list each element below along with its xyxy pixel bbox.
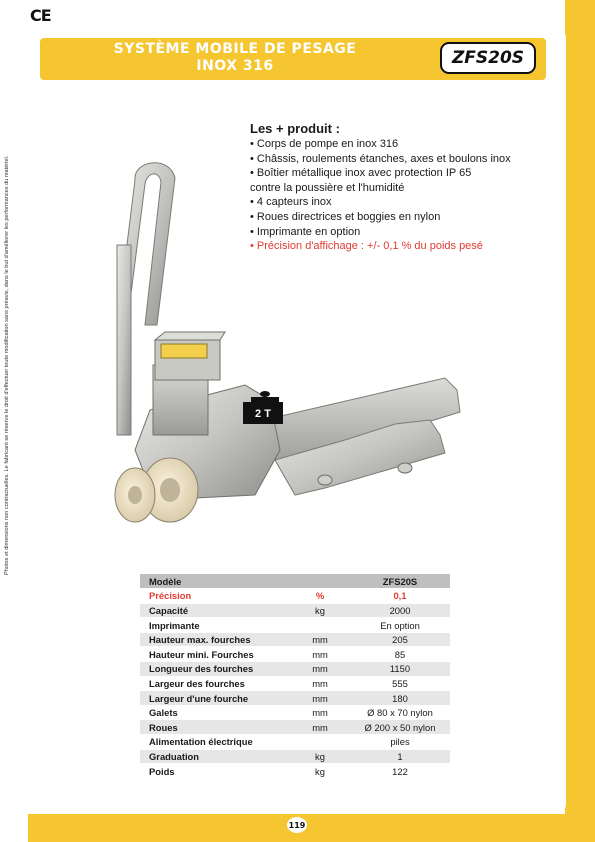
feature-item: • Châssis, roulements étanches, axes et boulons inox <box>250 152 511 165</box>
spec-unit: mm <box>290 720 350 735</box>
spec-value: 1150 <box>350 662 450 677</box>
spec-unit: mm <box>290 632 350 647</box>
spec-unit <box>290 735 350 750</box>
spec-unit: mm <box>290 676 350 691</box>
spec-value: 85 <box>350 647 450 662</box>
spec-unit: mm <box>290 705 350 720</box>
spec-label: Alimentation électrique <box>140 735 290 750</box>
spec-value: Ø 200 x 50 nylon <box>350 720 450 735</box>
spec-label: Galets <box>140 705 290 720</box>
spec-value: En option <box>350 618 450 633</box>
spec-unit: mm <box>290 662 350 677</box>
spec-value: Ø 80 x 70 nylon <box>350 705 450 720</box>
table-row <box>140 632 450 647</box>
spec-label: Largeur des fourches <box>140 676 290 691</box>
spec-value: 205 <box>350 632 450 647</box>
right-yellow-band <box>565 0 595 842</box>
spec-label: Roues <box>140 720 290 735</box>
spec-label: Imprimante <box>140 618 290 633</box>
table-row <box>140 735 450 750</box>
table-row <box>140 647 450 662</box>
feature-item: • Roues directrices et boggies en nylon <box>250 210 441 223</box>
model-code-badge: ZFS20S <box>440 42 536 74</box>
spec-label: Hauteur mini. Fourches <box>140 647 290 662</box>
ce-mark-logo: CE <box>30 6 51 25</box>
spec-table <box>140 574 450 779</box>
page-number: 119 <box>287 817 307 833</box>
spec-label: Modèle <box>140 574 290 589</box>
spec-label: Largeur d'une fourche <box>140 691 290 706</box>
feature-item-precision: • Précision d'affichage : +/- 0,1 % du poids pesé <box>250 240 483 253</box>
feature-item: • Boîtier métallique inox avec protection IP 65 <box>250 167 472 180</box>
side-disclaimer: Photos et dimensions non contractuelles. Le fabricant se réserve le droit d'effectuer toute modification sans préavis, dans le but d'améliorer les performances du matériel. <box>4 155 10 575</box>
title-line-2: INOX 316 <box>196 58 274 74</box>
page-title <box>40 41 430 75</box>
feature-item: • Corps de pompe en inox 316 <box>250 138 399 150</box>
feature-item: • 4 capteurs inox <box>250 196 332 209</box>
spec-value: 0,1 <box>350 589 450 604</box>
spec-table-header <box>140 574 450 589</box>
spec-value: ZFS20S <box>350 574 450 589</box>
title-line-1: SYSTÈME MOBILE DE PESAGE <box>113 41 357 57</box>
pallet-truck-image <box>95 150 475 550</box>
spec-label: Poids <box>140 764 290 779</box>
features-heading: Les + produit : <box>250 121 340 136</box>
spec-value: 555 <box>350 676 450 691</box>
spec-value: 1 <box>350 749 450 764</box>
table-row <box>140 676 450 691</box>
spec-label: Hauteur max. fourches <box>140 632 290 647</box>
table-row <box>140 691 450 706</box>
spec-label: Longueur des fourches <box>140 662 290 677</box>
spec-unit <box>290 574 350 589</box>
table-row <box>140 720 450 735</box>
spec-value: 122 <box>350 764 450 779</box>
spec-unit: kg <box>290 749 350 764</box>
spec-value: 2000 <box>350 603 450 618</box>
table-row <box>140 705 450 720</box>
table-row <box>140 618 450 633</box>
spec-row-precision <box>140 589 450 604</box>
table-row <box>140 764 450 779</box>
feature-item: • Imprimante en option <box>250 225 361 238</box>
spec-value: 180 <box>350 691 450 706</box>
title-bar <box>40 38 546 80</box>
spec-label: Précision <box>140 589 290 604</box>
spec-value: piles <box>350 735 450 750</box>
spec-label: Capacité <box>140 603 290 618</box>
load-capacity-badge: 2 T <box>255 408 271 420</box>
table-row <box>140 603 450 618</box>
spec-label: Graduation <box>140 749 290 764</box>
feature-item: contre la poussière et l'humidité <box>250 181 405 194</box>
spec-unit: % <box>290 589 350 604</box>
spec-unit: kg <box>290 764 350 779</box>
spec-unit: mm <box>290 647 350 662</box>
page-number-tab <box>284 815 310 835</box>
spec-unit: kg <box>290 603 350 618</box>
table-row <box>140 749 450 764</box>
spec-unit <box>290 618 350 633</box>
spec-unit: mm <box>290 691 350 706</box>
table-row <box>140 662 450 677</box>
